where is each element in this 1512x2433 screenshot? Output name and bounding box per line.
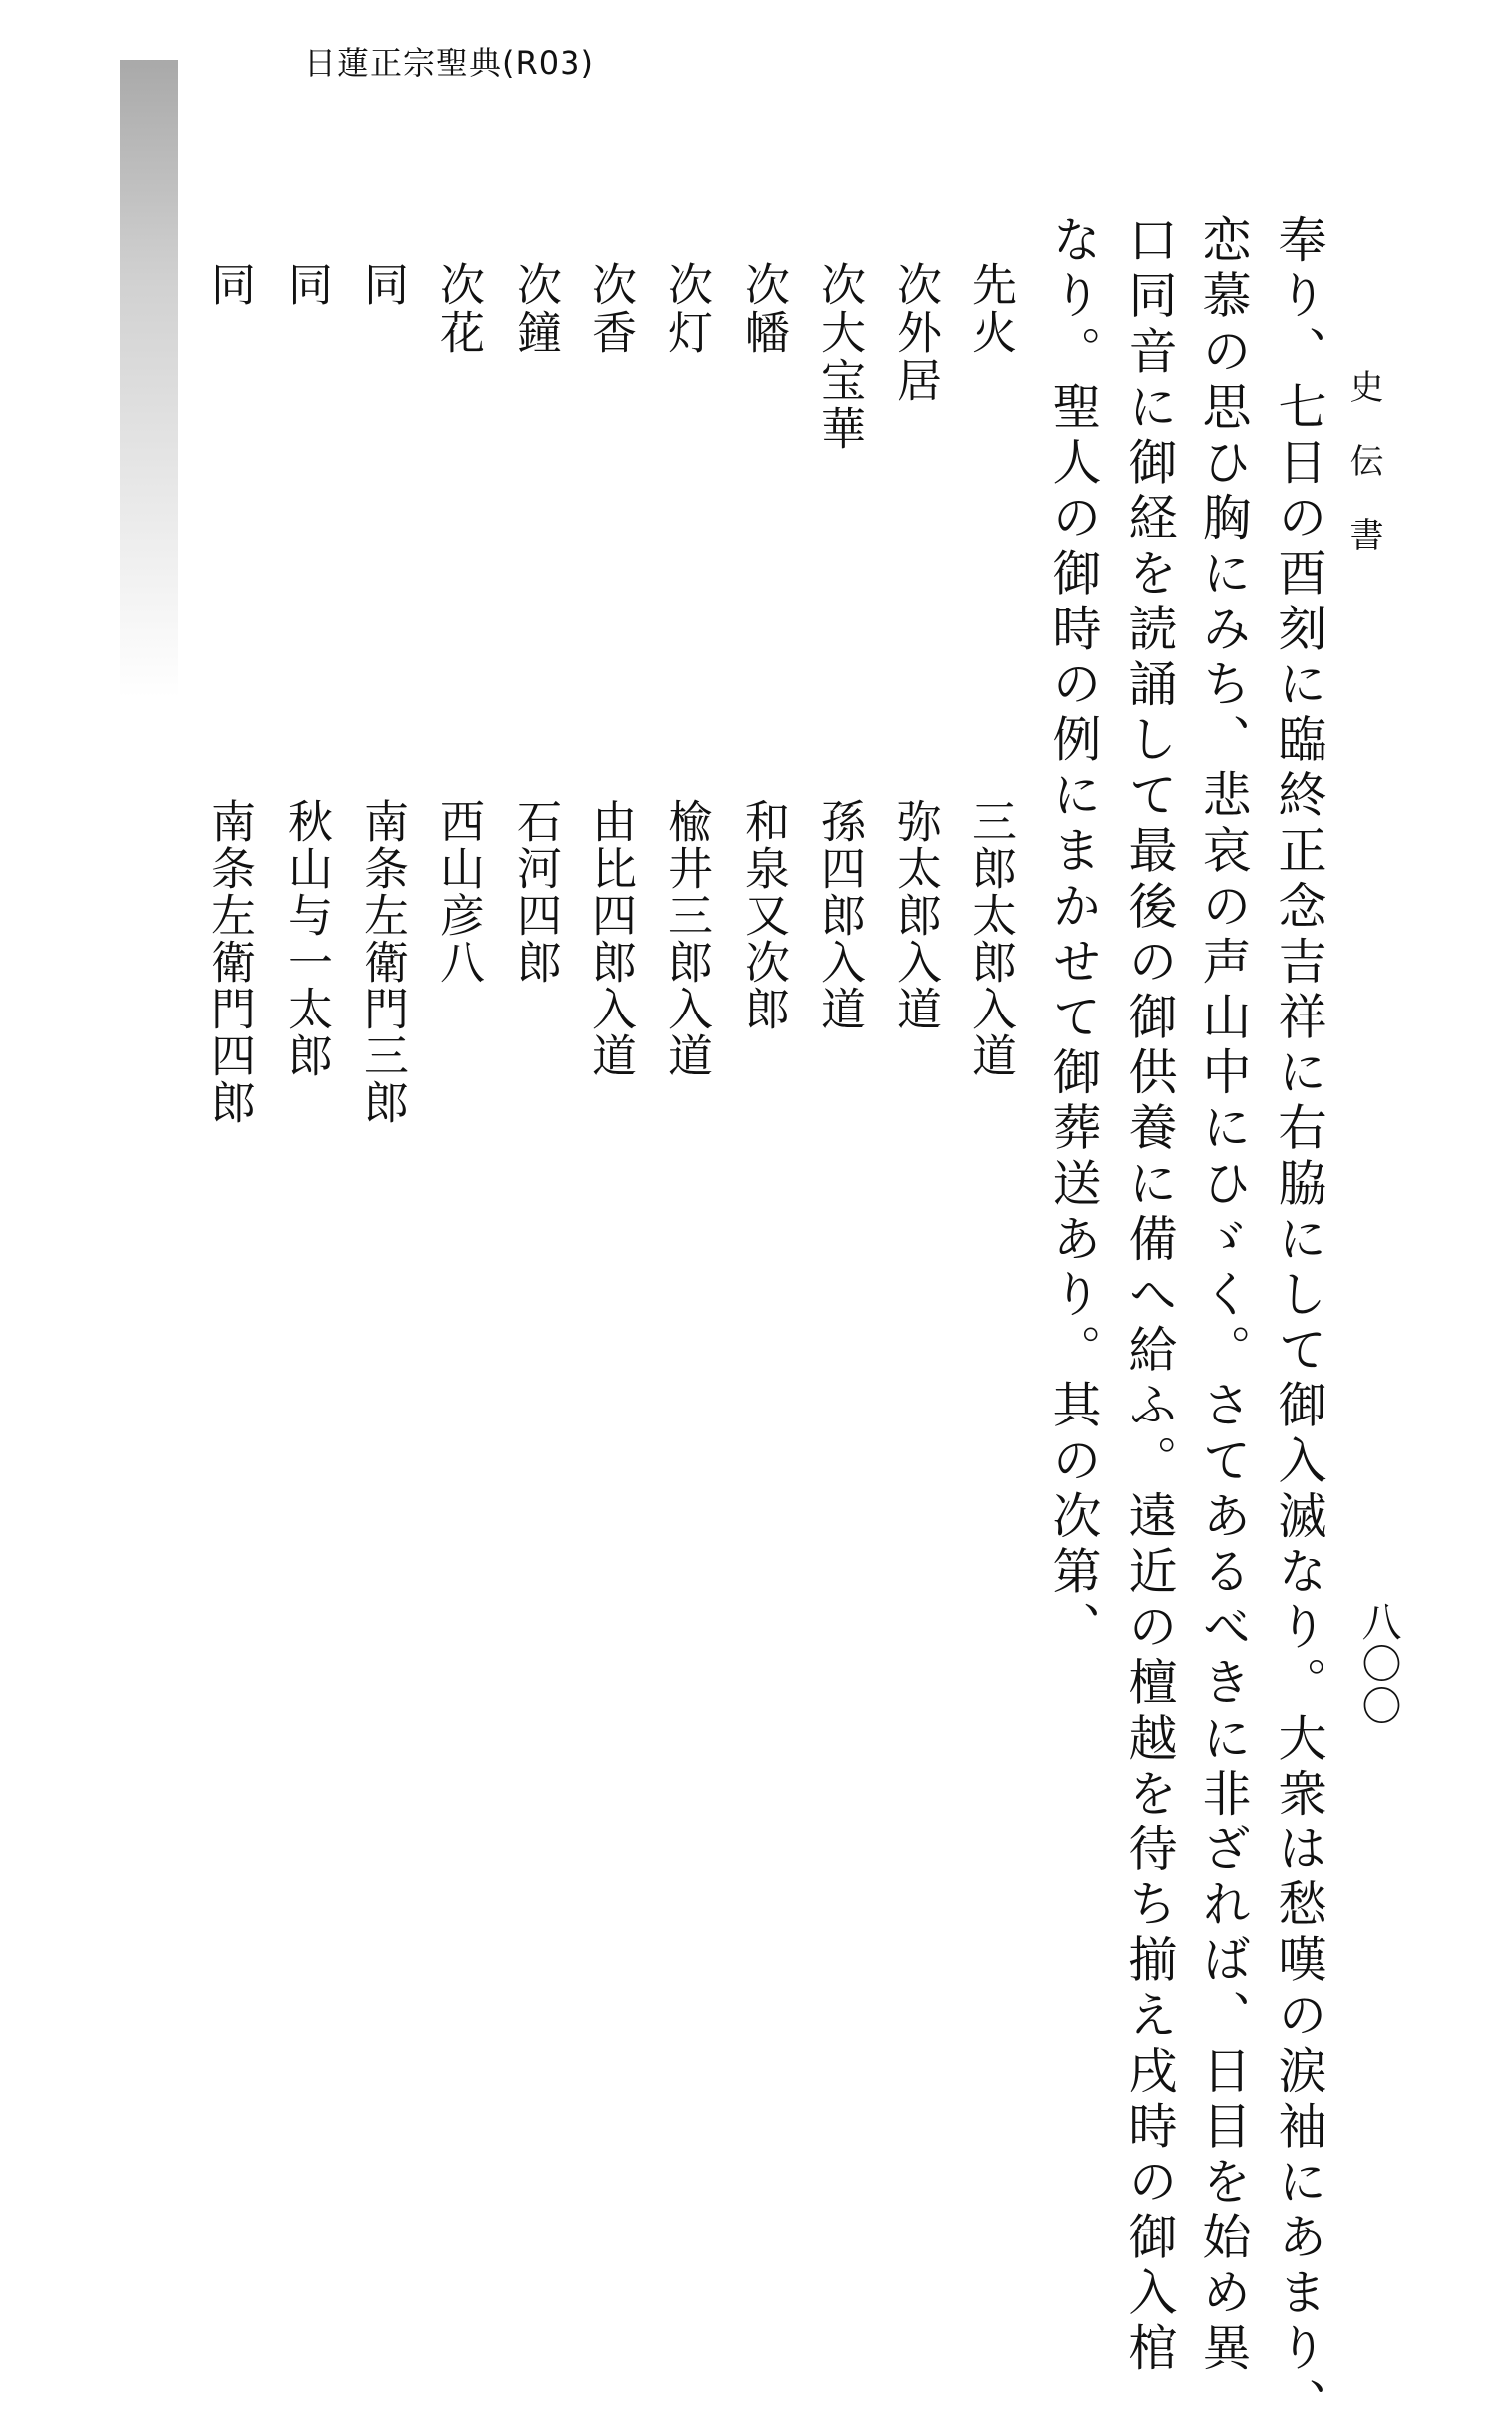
procession-role: 次花 — [432, 261, 485, 357]
procession-role: 次香 — [584, 261, 637, 357]
procession-name: 西山彦八 — [432, 798, 485, 986]
scan-edge-shadow — [120, 60, 178, 698]
paragraph-line: なり。聖人の御時の例にまかせて御葬送あり。其の次第、 — [1045, 214, 1102, 1657]
procession-name: 孫四郎入道 — [813, 798, 866, 1032]
procession-name: 弥太郎入道 — [889, 798, 942, 1032]
procession-name: 三郎太郎入道 — [964, 798, 1017, 1079]
procession-role: 次大宝華 — [813, 261, 866, 453]
procession-name: 楡井三郎入道 — [660, 798, 713, 1079]
paragraph-line: 奉り、七日の酉刻に臨終正念吉祥に右脇にして御入滅なり。大衆は愁嘆の涙袖にあまり、 — [1271, 214, 1327, 2433]
procession-role: 先火 — [964, 261, 1017, 357]
procession-role: 同 — [203, 261, 256, 309]
paragraph-line: 恋慕の思ひ胸にみち、悲哀の声山中にひゞく。さてあるべきに非ざれば、日目を始め異 — [1195, 214, 1252, 2378]
document-header: 日蓮正宗聖典(R03) — [304, 44, 594, 82]
procession-role: 次外居 — [889, 261, 942, 405]
procession-name: 石河四郎 — [509, 798, 562, 986]
procession-role: 同 — [280, 261, 333, 309]
procession-name: 南条左衛門三郎 — [356, 798, 409, 1126]
procession-name: 由比四郎入道 — [584, 798, 637, 1079]
procession-role: 同 — [356, 261, 409, 309]
procession-role: 次灯 — [660, 261, 713, 357]
procession-role: 次幡 — [737, 261, 790, 357]
procession-name: 南条左衛門四郎 — [203, 798, 256, 1126]
page-number: 八〇〇 — [1355, 1601, 1401, 1727]
procession-role: 次鐘 — [509, 261, 562, 357]
procession-name: 秋山与一太郎 — [280, 798, 333, 1079]
section-title: 史伝書 — [1343, 369, 1383, 591]
procession-name: 和泉又次郎 — [737, 798, 790, 1032]
paragraph-line: 口同音に御経を読誦して最後の御供養に備へ給ふ。遠近の檀越を待ち揃え戌時の御入棺 — [1121, 214, 1178, 2378]
